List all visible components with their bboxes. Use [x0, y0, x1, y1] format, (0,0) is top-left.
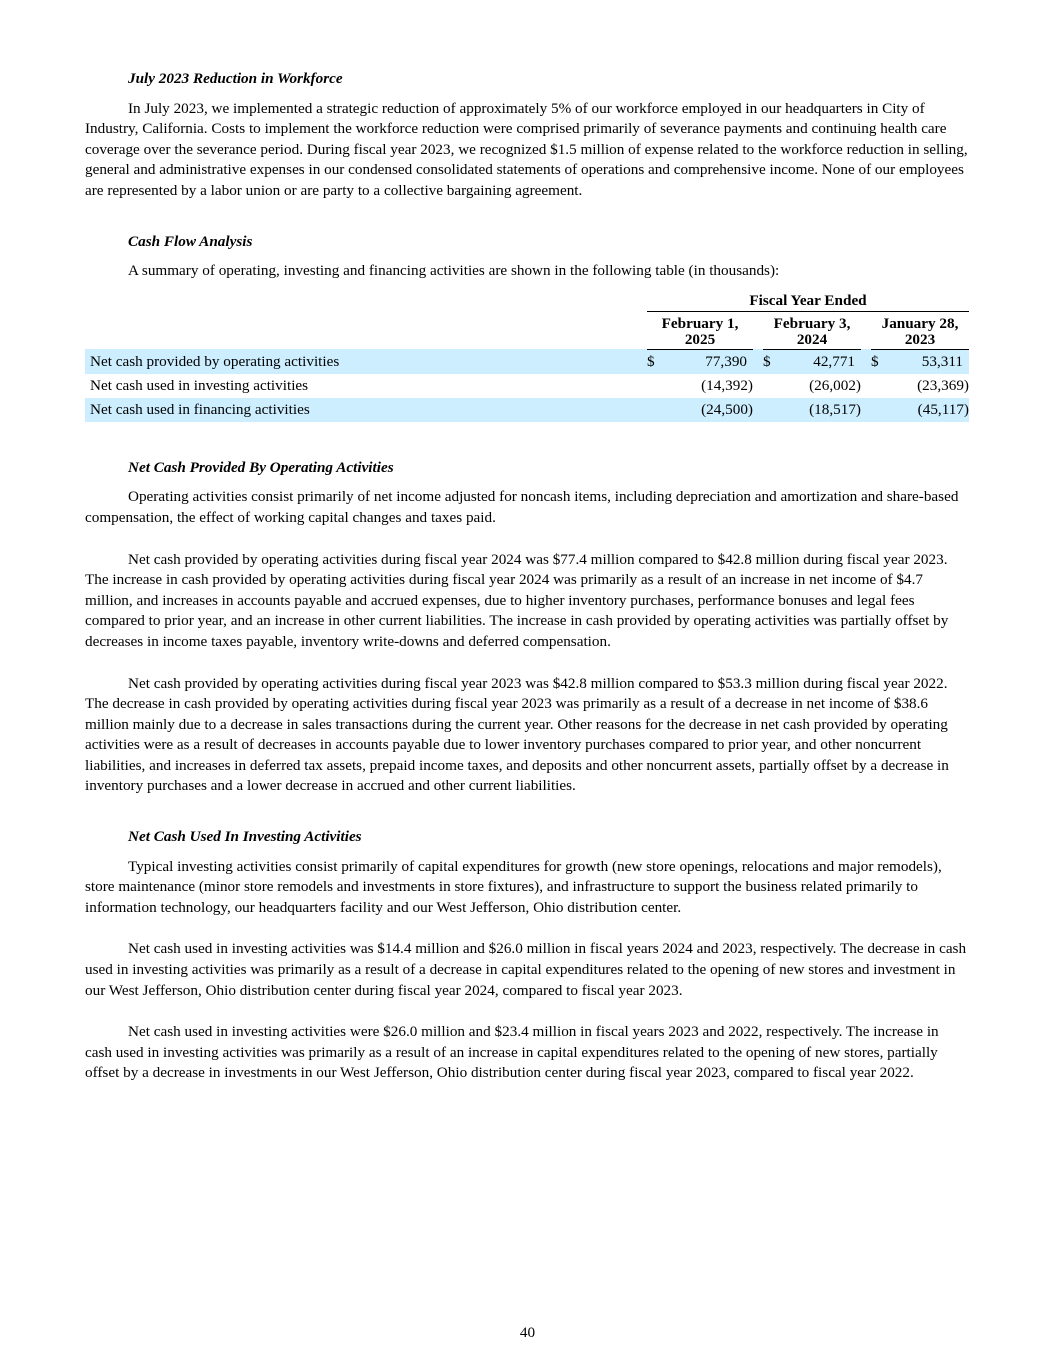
cash-flow-intro: A summary of operating, investing and financing activities are shown in the following table (in thousands):	[128, 262, 780, 280]
cell-value: 53,311	[921, 353, 963, 371]
cell-fy2024	[647, 349, 753, 374]
workforce-paragraph: In July 2023, we implemented a strategic reduction of approximately 5% of our workforce employed in our headquarters in City of Industry, California. Costs to implement the workforce reduction were comprised primarily of severance payments and continuing health care coverage over the severance period. During fiscal year 2023, we recognized $1.5 million of expense related to the workforce reduction in selling, general and administrative expenses in our condensed consolidated statements of operations and comprehensive income. None of our employees are represented by a labor union or are party to a collective bargaining agreement.	[85, 99, 968, 199]
row-label: Net cash used in investing activities	[90, 377, 309, 395]
operating-heading: Net Cash Provided By Operating Activities	[128, 458, 394, 476]
workforce-heading: July 2023 Reduction in Workforce	[128, 70, 343, 87]
row-label: Net cash provided by operating activities	[85, 349, 637, 374]
cell-fy2024: (14,392)	[701, 377, 753, 395]
cell-value: 77,390	[705, 353, 747, 371]
cell-fy2024: (24,500)	[647, 398, 753, 422]
column-header-line2: 2025	[684, 330, 716, 348]
cell-fy2022	[871, 349, 969, 374]
cash-flow-heading: Cash Flow Analysis	[128, 232, 253, 250]
dollar-sign: $	[647, 353, 655, 371]
column-header-fy2022	[871, 311, 969, 349]
cell-value: 42,771	[813, 353, 855, 371]
column-header-line1: February 1,	[661, 314, 739, 332]
column-header-line2: 2023	[904, 330, 936, 348]
dollar-sign: $	[763, 353, 771, 371]
table-row-operating	[85, 349, 969, 374]
row-label: Net cash used in financing activities	[85, 398, 637, 422]
investing-paragraph-3: Net cash used in investing activities were $26.0 million and $23.4 million in fiscal years 2023 and 2022, respectively. The increase in cash used in investing activities was primarily as a result of an increase in capital expenditures related to the opening of new stores, partially offset by a decrease in investments in our West Jefferson, Ohio distribution center during fiscal year 2023, compared to fiscal year 2022.	[85, 1023, 939, 1082]
table-row-financing	[85, 398, 969, 422]
column-header-fy2024	[647, 311, 753, 349]
column-header-fy2023	[763, 311, 861, 349]
cell-fy2023: (18,517)	[763, 398, 861, 422]
document-page	[85, 69, 969, 1084]
investing-heading: Net Cash Used In Investing Activities	[128, 828, 362, 846]
cell-fy2022: (45,117)	[871, 398, 969, 422]
investing-paragraph-1: Typical investing activities consist primarily of capital expenditures for growth (new store openings, relocations and major remodels), store maintenance (minor store remodels and investments in store fixtures), and infrastructure to support the business related primarily to information technology, our headquarters facility and our West Jefferson, Ohio distribution center.	[85, 857, 942, 916]
cell-fy2023	[763, 349, 861, 374]
cash-flow-table	[85, 292, 969, 422]
cell-fy2023: (26,002)	[809, 377, 861, 395]
page-number: 40	[519, 1324, 536, 1341]
fiscal-year-header: Fiscal Year Ended	[647, 292, 969, 312]
table-row-investing	[85, 374, 969, 398]
operating-paragraph-2: Net cash provided by operating activities during fiscal year 2024 was $77.4 million compared to $42.8 million during fiscal year 2023. The increase in cash provided by operating activities during fiscal year 2024 was primarily as a result of an increase in net income of $4.7 million, and increases in accounts payable and accrued expenses, due to higher inventory purchases, performance bonuses and legal fees compared to prior year, and an increase in other current liabilities. The increase in cash provided by operating activities was partially offset by decreases in income taxes payable, inventory write-downs and deferred compensation.	[85, 550, 949, 650]
investing-paragraph-2: Net cash used in investing activities was $14.4 million and $26.0 million in fiscal years 2024 and 2023, respectively. The decrease in cash used in investing activities was primarily as a result of a decrease in capital expenditures related to the opening of new stores and investment in our West Jefferson, Ohio distribution center during fiscal year 2024, compared to fiscal year 2023.	[85, 940, 967, 999]
cell-fy2022: (23,369)	[917, 377, 969, 395]
dollar-sign: $	[871, 353, 879, 371]
column-header-line2: 2024	[796, 330, 828, 348]
operating-paragraph-1: Operating activities consist primarily of net income adjusted for noncash items, including depreciation and amortization and share-based compensation, the effect of working capital changes and taxes paid.	[85, 488, 959, 526]
operating-paragraph-3: Net cash provided by operating activities during fiscal year 2023 was $42.8 million compared to $53.3 million during fiscal year 2022. The decrease in cash provided by operating activities during fiscal year 2023 was primarily as a result of a decrease in net income of $38.6 million mainly due to a decrease in sales transactions during the current year. Other reasons for the decrease in net cash provided by operating activities were as a result of decreases in accounts payable due to lower inventory purchases compared to prior year, and other noncurrent liabilities, and increases in deferred tax assets, prepaid income taxes, and deposits and other noncurrent assets, partially offset by a decrease in inventory purchases and a lower decrease in accrued and other current liabilities.	[85, 674, 949, 795]
column-header-line1: January 28,	[881, 314, 959, 332]
column-header-line1: February 3,	[773, 314, 851, 332]
